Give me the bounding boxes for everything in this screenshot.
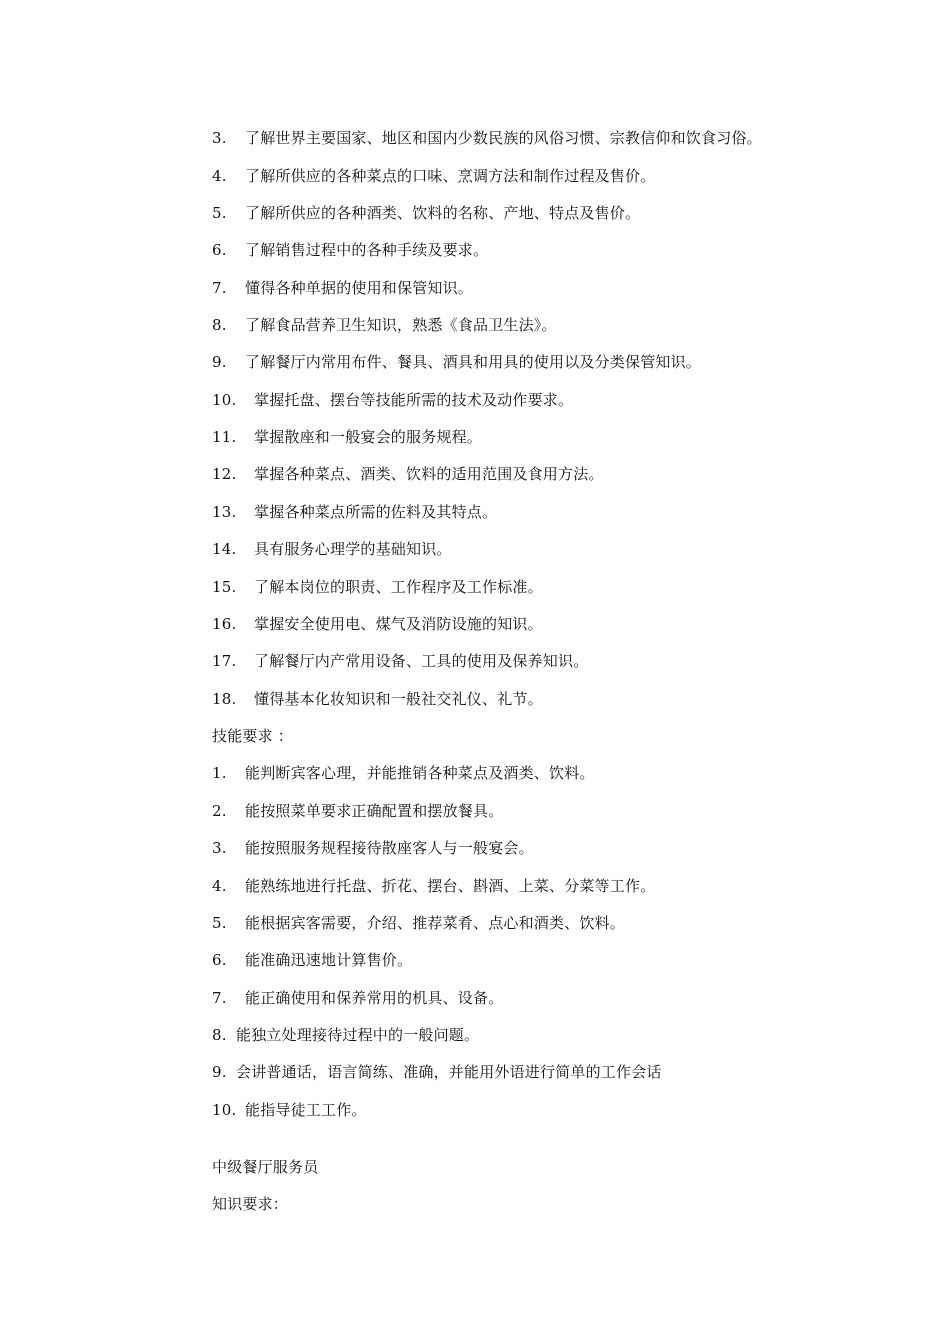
item-number: 9.	[212, 1063, 227, 1081]
item-text: 掌握散座和一般宴会的服务规程。	[254, 428, 483, 446]
item-number: 12.	[212, 465, 237, 483]
item-number: 3.	[212, 839, 227, 857]
item-text: 能正确使用和保养常用的机具、设备。	[245, 989, 504, 1007]
knowledge-item	[212, 166, 655, 186]
knowledge-item	[212, 203, 640, 223]
item-text: 能按照服务规程接待散座客人与一般宴会。	[245, 839, 534, 857]
item-text: 能熟练地进行托盘、折花、摆台、斟酒、上菜、分菜等工作。	[245, 877, 656, 895]
item-text: 掌握安全使用电、煤气及消防设施的知识。	[254, 615, 543, 633]
skill-item	[212, 838, 534, 858]
knowledge-item	[212, 539, 452, 559]
item-text: 了解食品营养卫生知识，熟悉《食品卫生法》。	[245, 316, 557, 334]
skill-item	[212, 950, 412, 970]
item-number: 6.	[212, 951, 227, 969]
item-text: 懂得基本化妆知识和一般社交礼仪、礼节。	[254, 690, 543, 708]
item-number: 8.	[212, 1026, 227, 1044]
item-text: 能判断宾客心理，并能推销各种菜点及酒类、饮料。	[245, 764, 595, 782]
knowledge-item	[212, 577, 543, 597]
item-number: 5.	[212, 914, 227, 932]
item-number: 2.	[212, 802, 227, 820]
item-text: 能按照菜单要求正确配置和摆放餐具。	[245, 802, 504, 820]
item-number: 8.	[212, 316, 227, 334]
item-number: 10.	[212, 391, 237, 409]
item-number: 18.	[212, 690, 237, 708]
knowledge-item	[212, 128, 762, 148]
item-text: 了解所供应的各种酒类、饮料的名称、产地、特点及售价。	[245, 204, 641, 222]
knowledge-item	[212, 464, 604, 484]
skill-item	[212, 1100, 367, 1120]
item-number: 11.	[212, 428, 237, 446]
item-number: 7.	[212, 279, 227, 297]
item-text: 掌握托盘、摆台等技能所需的技术及动作要求。	[254, 391, 574, 409]
skill-item	[212, 801, 503, 821]
knowledge-heading: 知识要求：	[212, 1195, 289, 1213]
item-text: 能准确迅速地计算售价。	[245, 951, 413, 969]
knowledge-item	[212, 315, 557, 335]
item-text: 能指导徒工工作。	[245, 1101, 367, 1119]
item-number: 6.	[212, 241, 227, 259]
item-number: 4.	[212, 877, 227, 895]
skill-item	[212, 1025, 479, 1045]
item-text: 能根据宾客需要，介绍、推荐菜肴、点心和酒类、饮料。	[245, 914, 626, 932]
section-title: 中级餐厅服务员	[212, 1158, 319, 1176]
knowledge-item	[212, 689, 543, 709]
skill-item	[212, 763, 595, 783]
knowledge-item	[212, 352, 701, 372]
item-number: 9.	[212, 353, 227, 371]
item-text: 了解所供应的各种菜点的口味、烹调方法和制作过程及售价。	[245, 167, 656, 185]
item-text: 会讲普通话，语言简练、准确，并能用外语进行简单的工作会话	[236, 1063, 662, 1081]
skill-item	[212, 988, 503, 1008]
item-number: 7.	[212, 989, 227, 1007]
item-number: 5.	[212, 204, 227, 222]
item-text: 了解餐厅内常用布件、餐具、酒具和用具的使用以及分类保管知识。	[245, 353, 702, 371]
knowledge-item	[212, 651, 588, 671]
item-text: 了解餐厅内产常用设备、工具的使用及保养知识。	[254, 652, 589, 670]
item-text: 懂得各种单据的使用和保管知识。	[245, 279, 474, 297]
item-number: 1.	[212, 764, 227, 782]
skill-item	[212, 1062, 662, 1082]
item-text: 掌握各种菜点、酒类、饮料的适用范围及食用方法。	[254, 465, 604, 483]
skill-item	[212, 913, 625, 933]
item-number: 3.	[212, 129, 227, 147]
item-number: 16.	[212, 615, 237, 633]
item-text: 了解销售过程中的各种手续及要求。	[245, 241, 489, 259]
knowledge-item	[212, 240, 488, 260]
item-number: 15.	[212, 578, 237, 596]
item-text: 了解本岗位的职责、工作程序及工作标准。	[254, 578, 543, 596]
item-text: 掌握各种菜点所需的佐料及其特点。	[254, 503, 498, 521]
knowledge-item	[212, 427, 482, 447]
skill-item	[212, 876, 655, 896]
item-number: 13.	[212, 503, 237, 521]
item-number: 14.	[212, 540, 237, 558]
item-text: 具有服务心理学的基础知识。	[254, 540, 452, 558]
skills-heading: 技能要求 ：	[212, 727, 293, 745]
knowledge-item	[212, 502, 497, 522]
item-number: 4.	[212, 167, 227, 185]
item-number: 10.	[212, 1101, 237, 1119]
item-text: 了解世界主要国家、地区和国内少数民族的风俗习惯、宗教信仰和饮食习俗。	[245, 129, 762, 147]
knowledge-item	[212, 390, 573, 410]
knowledge-item	[212, 278, 473, 298]
item-text: 能独立处理接待过程中的一般问题。	[236, 1026, 480, 1044]
knowledge-item	[212, 614, 543, 634]
item-number: 17.	[212, 652, 237, 670]
